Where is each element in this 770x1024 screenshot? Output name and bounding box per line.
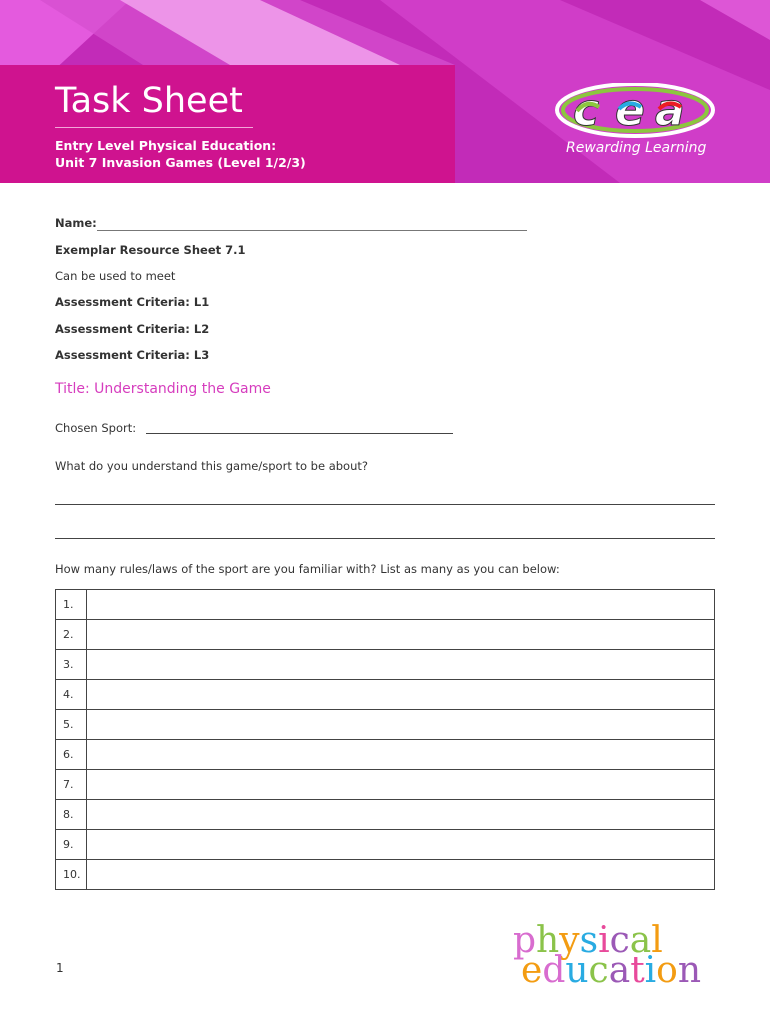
name-label: Name:	[55, 216, 97, 230]
table-row	[56, 590, 715, 620]
cea-tagline: Rewarding Learning	[566, 140, 707, 156]
table-row	[56, 620, 715, 650]
section-title: Title: Understanding the Game	[55, 381, 271, 397]
answer-line-2[interactable]	[55, 538, 715, 539]
chosen-sport-field[interactable]	[146, 433, 453, 434]
question-understanding: What do you understand this game/sport to be about?	[55, 459, 368, 473]
svg-text:e: e	[615, 85, 645, 136]
row-number: 9.	[56, 830, 87, 860]
table-row	[56, 770, 715, 800]
criteria-l3: Assessment Criteria: L3	[55, 348, 210, 362]
question-rules: How many rules/laws of the sport are you familiar with? List as many as you can below:	[55, 562, 560, 576]
rule-entry-cell[interactable]	[87, 770, 715, 800]
usage-text: Can be used to meet	[55, 269, 176, 283]
rule-entry-cell[interactable]	[87, 800, 715, 830]
page-title: Task Sheet	[55, 81, 243, 121]
svg-text:c: c	[573, 85, 600, 136]
rule-entry-cell[interactable]	[87, 860, 715, 890]
table-row	[56, 680, 715, 710]
row-number: 10.	[56, 860, 87, 890]
physical-education-logo	[513, 918, 723, 988]
svg-text:education: education	[521, 950, 702, 988]
row-number: 8.	[56, 800, 87, 830]
rule-entry-cell[interactable]	[87, 680, 715, 710]
resource-sheet-label: Exemplar Resource Sheet 7.1	[55, 243, 246, 257]
row-number: 6.	[56, 740, 87, 770]
cea-logo	[555, 83, 715, 138]
subtitle-line-1: Entry Level Physical Education:	[55, 138, 277, 153]
chosen-sport-label: Chosen Sport:	[55, 421, 137, 435]
table-row	[56, 830, 715, 860]
row-number: 3.	[56, 650, 87, 680]
subtitle-line-2: Unit 7 Invasion Games (Level 1/2/3)	[55, 155, 306, 170]
table-row	[56, 860, 715, 890]
rule-entry-cell[interactable]	[87, 620, 715, 650]
criteria-l1: Assessment Criteria: L1	[55, 295, 210, 309]
rules-table	[55, 589, 715, 890]
rule-entry-cell[interactable]	[87, 740, 715, 770]
name-field[interactable]	[97, 230, 527, 231]
rule-entry-cell[interactable]	[87, 710, 715, 740]
answer-line-1[interactable]	[55, 504, 715, 505]
svg-text:a: a	[655, 85, 685, 136]
table-row	[56, 710, 715, 740]
table-row	[56, 800, 715, 830]
title-underline	[55, 127, 253, 128]
rule-entry-cell[interactable]	[87, 830, 715, 860]
criteria-l2: Assessment Criteria: L2	[55, 322, 210, 336]
rule-entry-cell[interactable]	[87, 590, 715, 620]
row-number: 4.	[56, 680, 87, 710]
table-row	[56, 650, 715, 680]
row-number: 5.	[56, 710, 87, 740]
row-number: 7.	[56, 770, 87, 800]
page-number: 1	[56, 961, 64, 975]
svg-text:physical: physical	[513, 920, 663, 961]
row-number: 1.	[56, 590, 87, 620]
row-number: 2.	[56, 620, 87, 650]
table-row	[56, 740, 715, 770]
rule-entry-cell[interactable]	[87, 650, 715, 680]
